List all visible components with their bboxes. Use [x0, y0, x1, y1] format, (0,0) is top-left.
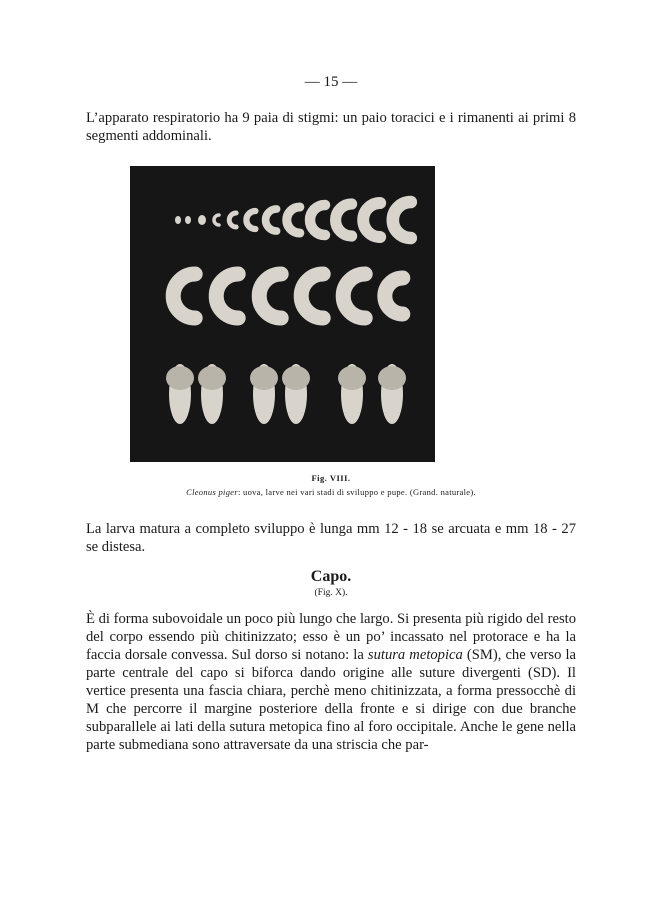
larva-specimen	[343, 274, 365, 318]
paragraph-larva-size: La larva matura a completo sviluppo è lunga mm 12 - 18 se arcuata e mm 18 - 27 se distesa.	[86, 521, 576, 555]
larva-specimen	[385, 278, 403, 314]
larva-specimen	[336, 204, 352, 236]
larva-specimen	[214, 215, 219, 225]
larva-specimen	[173, 274, 195, 318]
pupa-specimen-head	[250, 366, 278, 390]
pupa-specimen-head	[338, 366, 366, 390]
figure-caption-species: Cleonus piger	[186, 487, 238, 497]
figure-caption	[0, 487, 662, 497]
figure-photo	[130, 166, 435, 462]
larva-specimen	[363, 203, 380, 237]
larva-specimen	[393, 202, 411, 238]
paragraph-head-description	[86, 610, 576, 754]
paragraph-text-1: È di forma subovoidale un poco più lungo che largo. Si presenta più rigido del resto del corpo essendo più chitinizzato; esso è un po’ incassato nel protorace e ha la faccia dorsale convessa. Sul dorso si notano: la	[86, 611, 576, 663]
larva-specimen	[229, 213, 236, 227]
pupa-specimen-head	[166, 366, 194, 390]
egg-specimen	[185, 216, 191, 224]
egg-specimen	[198, 215, 206, 225]
larva-specimen	[287, 207, 300, 233]
specimens-photo	[130, 166, 435, 462]
figure-caption-text: : uova, larve nei vari stadi di sviluppo e pupe. (Grand. naturale).	[237, 487, 476, 497]
paragraph-text-2: (SM), che verso la parte centrale del capo si biforca dando origine alle suture divergenti (SD). Il vertice presenta una fascia chiara, perchè meno chitinizzata, a forma pressocchè di M che percorre il margine posteriore della fronte e si dirige con due branche subparallele ai lati della sutura metopica fino al foro occipitale. Anche le gene nella parte submediana sono attraversate da una striscia che par-	[86, 647, 577, 753]
pupa-specimen-head	[282, 366, 310, 390]
egg-specimen	[175, 216, 181, 224]
larva-specimen	[266, 209, 277, 231]
pupa-specimen-head	[378, 366, 406, 390]
larva-specimen	[301, 274, 323, 318]
larva-specimen	[259, 274, 281, 318]
paragraph-italic-term: sutura metopica	[367, 647, 463, 663]
figure-title: Fig. VIII.	[311, 473, 351, 483]
section-heading: Capo.	[310, 568, 352, 585]
pupa-specimen-head	[198, 366, 226, 390]
larva-specimen	[246, 211, 255, 229]
larva-specimen	[216, 274, 238, 318]
paragraph-respiratory: L’apparato respiratorio ha 9 paia di stigmi: un paio toracici e i rimanenti ai primi 8 segmenti addominali.	[86, 110, 576, 144]
section-figure-ref: (Fig. X).	[314, 588, 348, 598]
page-number: — 15 —	[304, 74, 358, 90]
larva-specimen	[310, 205, 325, 235]
